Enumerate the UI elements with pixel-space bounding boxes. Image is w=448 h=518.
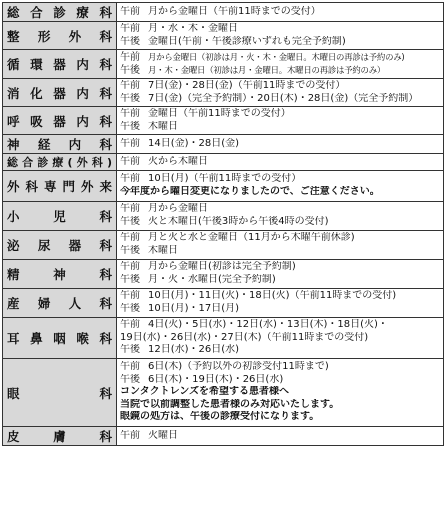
hours-line <box>120 36 443 49</box>
department-hours <box>117 107 444 135</box>
session-label: 午前 <box>120 79 140 91</box>
hours-line <box>120 138 443 151</box>
hours-line <box>120 23 443 36</box>
session-label: 午前 <box>120 5 140 17</box>
department-hours <box>117 50 444 79</box>
hours-line <box>120 245 443 258</box>
schedule-row <box>3 154 444 171</box>
session-label: 午前 <box>120 361 140 373</box>
schedule-row <box>3 231 444 260</box>
session-label: 午前 <box>120 22 140 34</box>
hours-line <box>120 430 443 443</box>
hours-line <box>120 386 443 399</box>
department-name: 循環器内科 <box>3 50 117 79</box>
session-label: 午前 <box>120 232 140 244</box>
hours-line <box>120 274 443 287</box>
hours-line <box>120 332 443 345</box>
session-label: 午後 <box>120 344 140 356</box>
hours-line <box>120 80 443 93</box>
hours-text: 月から金曜日(初診は完全予約制) <box>148 261 296 273</box>
hours-line <box>120 374 443 387</box>
department-name: 泌尿器科 <box>3 231 117 260</box>
session-label: 午前 <box>120 319 140 331</box>
hours-line <box>120 303 443 316</box>
hours-text: 10日(月)・11日(火)・18日(火)（午前11時までの受付) <box>148 290 397 302</box>
department-name: 耳鼻咽喉科 <box>3 318 117 359</box>
department-name: 皮膚科 <box>3 427 117 446</box>
department-name: 消化器内科 <box>3 79 117 107</box>
schedule-row <box>3 50 444 79</box>
hours-line <box>120 290 443 303</box>
hours-line <box>120 361 443 374</box>
session-label: 午前 <box>120 155 140 167</box>
department-hours <box>117 202 444 231</box>
session-label: 午後 <box>120 120 140 132</box>
schedule-row <box>3 260 444 289</box>
hours-line <box>120 399 443 412</box>
department-hours <box>117 79 444 107</box>
hours-text: 月・火・水曜日(完全予約制) <box>148 274 276 285</box>
hours-text: 月・水・木・金曜日 <box>148 22 238 34</box>
session-label: 午後 <box>120 92 140 104</box>
hours-line <box>120 216 443 229</box>
hours-text: 月から金曜日（初診は月・火・木・金曜日。木曜日の再診は予約のみ) <box>148 52 405 63</box>
hours-text: コンタクトレンズを希望する患者様へ <box>120 386 290 398</box>
department-name: 総合診療科 <box>3 3 117 22</box>
hours-text: 4日(火)・5日(水)・12日(水)・13日(木)・18日(火)・ <box>148 319 388 331</box>
department-name: 総合診療(外科) <box>3 154 117 171</box>
hours-text: 木曜日 <box>148 120 178 132</box>
session-label: 午後 <box>120 303 140 314</box>
department-name: 呼吸器内科 <box>3 107 117 135</box>
schedule-row <box>3 427 444 446</box>
schedule-row <box>3 135 444 154</box>
session-label: 午前 <box>120 137 140 149</box>
hours-text: 当院で以前調整した患者様のみ対応いたします。 <box>120 398 340 410</box>
hours-line <box>120 319 443 332</box>
department-hours <box>117 3 444 22</box>
hours-text: 7日(金)・28日(金)（午前11時までの受付） <box>148 79 346 91</box>
hours-text: 火曜日 <box>148 429 178 441</box>
hours-text: 月から金曜日 <box>148 203 208 215</box>
department-name: 小児科 <box>3 202 117 231</box>
department-hours <box>117 318 444 359</box>
outpatient-schedule <box>2 2 444 446</box>
hours-text: 7日(金)（完全予約制）・20日(木)・28日(金)（完全予約制） <box>148 92 419 104</box>
hours-text: 今年度から曜日変更になりましたので、ご注意ください。 <box>120 186 380 197</box>
hours-line <box>120 6 443 19</box>
session-label: 午前 <box>120 52 140 64</box>
session-label: 午前 <box>120 107 140 119</box>
department-name: 眼科 <box>3 359 117 427</box>
session-label: 午後 <box>120 65 140 76</box>
hours-line <box>120 156 443 169</box>
department-hours <box>117 171 444 202</box>
schedule-row <box>3 202 444 231</box>
schedule-row <box>3 289 444 318</box>
schedule-row <box>3 79 444 107</box>
schedule-row <box>3 22 444 50</box>
department-name: 神経内科 <box>3 135 117 154</box>
schedule-row <box>3 318 444 359</box>
hours-line <box>120 232 443 245</box>
hours-line <box>120 173 443 186</box>
hours-line <box>120 344 443 357</box>
hours-line <box>120 261 443 274</box>
hours-text: 10日(月)（午前11時までの受付） <box>148 173 302 185</box>
hours-text: 12日(水)・26日(水) <box>148 344 240 356</box>
department-hours <box>117 22 444 50</box>
session-label: 午前 <box>120 429 140 441</box>
session-label: 午後 <box>120 216 140 227</box>
schedule-row <box>3 3 444 22</box>
session-label: 午後 <box>120 245 140 256</box>
department-hours <box>117 359 444 427</box>
hours-text: 月と火と水と金曜日（11月から木曜午前休診) <box>148 232 355 244</box>
hours-line <box>120 121 443 134</box>
department-name: 産婦人科 <box>3 289 117 318</box>
hours-text: 火と木曜日(午後3時から午後4時の受付) <box>148 216 329 227</box>
schedule-table <box>2 2 444 446</box>
session-label: 午前 <box>120 261 140 273</box>
department-name: 整形外科 <box>3 22 117 50</box>
department-name: 精神科 <box>3 260 117 289</box>
hours-line <box>120 186 443 199</box>
hours-line <box>120 51 443 64</box>
department-name: 外科専門外来 <box>3 171 117 202</box>
session-label: 午後 <box>120 35 140 47</box>
schedule-row <box>3 171 444 202</box>
schedule-row <box>3 107 444 135</box>
hours-text: 眼鏡の処方は、午後の診療受付になります。 <box>120 411 320 423</box>
schedule-row <box>3 359 444 427</box>
hours-text: 14日(金)・28日(金) <box>148 137 240 149</box>
hours-line <box>120 203 443 216</box>
session-label: 午前 <box>120 173 140 185</box>
department-hours <box>117 260 444 289</box>
hours-text: 10日(月)・17日(月) <box>148 303 240 314</box>
hours-line <box>120 411 443 424</box>
hours-text: 月・木・金曜日（初診は月・金曜日。木曜日の再診は予約のみ） <box>148 65 386 75</box>
session-label: 午後 <box>120 274 140 285</box>
hours-text: 金曜日（午前11時までの受付） <box>148 107 291 119</box>
hours-line <box>120 64 443 77</box>
department-hours <box>117 289 444 318</box>
hours-text: 19日(水)・26日(水)・27日(木)（午前11時までの受付) <box>120 331 369 343</box>
department-hours <box>117 231 444 260</box>
hours-text: 火から木曜日 <box>148 155 208 167</box>
hours-text: 木曜日 <box>148 245 178 256</box>
hours-text: 6日(木)（予約以外の初診受付11時まで) <box>148 361 329 373</box>
hours-text: 6日(木)・19日(木)・26日(水) <box>148 373 284 385</box>
hours-line <box>120 108 443 121</box>
hours-text: 月から金曜日（午前11時までの受付） <box>148 5 321 17</box>
hours-text: 金曜日(午前・午後診療いずれも完全予約制) <box>148 35 346 47</box>
session-label: 午前 <box>120 203 140 215</box>
hours-line <box>120 93 443 106</box>
department-hours <box>117 135 444 154</box>
session-label: 午前 <box>120 290 140 302</box>
department-hours <box>117 427 444 446</box>
department-hours <box>117 154 444 171</box>
session-label: 午後 <box>120 373 140 385</box>
